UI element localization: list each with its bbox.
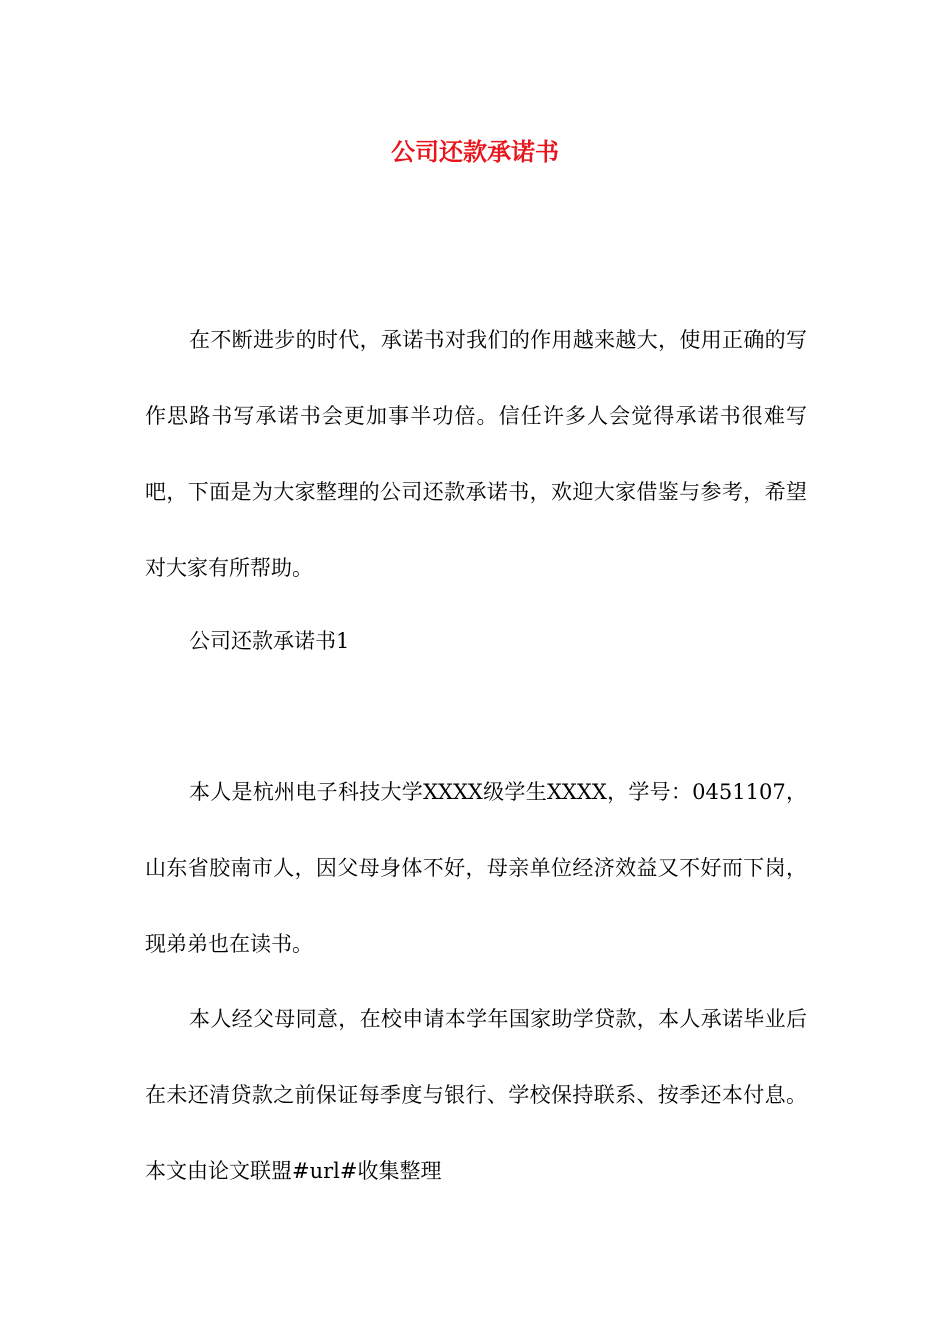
document-title: 公司还款承诺书 [391, 138, 559, 166]
section-heading: 公司还款承诺书1 [189, 629, 350, 653]
body-paragraph-2: 本人经父母同意，在校申请本学年国家助学贷款，本人承诺毕业后在未还清贷款之前保证每季度与银行、学校保持联系、按季还本付息。本文由论文联盟#url#收集整理 [145, 1007, 807, 1183]
intro-paragraph: 在不断进步的时代，承诺书对我们的作用越来越大，使用正确的写作思路书写承诺书会更加事半功倍。信任许多人会觉得承诺书很难写吧，下面是为大家整理的公司还款承诺书，欢迎大家借鉴与参考，希望对大家有所帮助。 [145, 328, 807, 580]
body-paragraph-1: 本人是杭州电子科技大学XXXX级学生XXXX，学号：0451107，山东省胶南市人，因父母身体不好，母亲单位经济效益又不好而下岗，现弟弟也在读书。 [145, 780, 807, 956]
